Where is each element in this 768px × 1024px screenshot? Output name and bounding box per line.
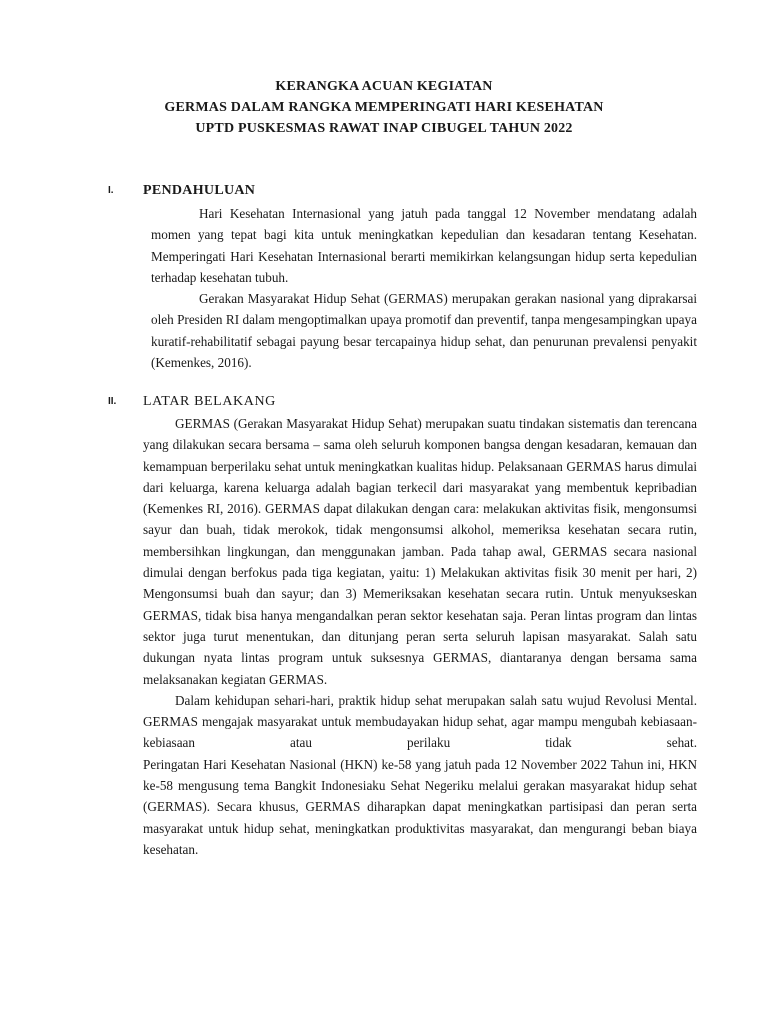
section-title: PENDAHULUAN [143, 183, 256, 198]
paragraph: Gerakan Masyarakat Hidup Sehat (GERMAS) merupakan gerakan nasional yang diprakarsai oleh Presiden RI dalam mengoptimalkan upaya promotif dan preventif, tanpa mengesampingkan upaya kuratif-rehabilitatif sebagai payung besar tercapainya hidup sehat, dan penurunan prevalensi penyakit (Kemenkes, 2016). [151, 291, 697, 371]
paragraph: Peringatan Hari Kesehatan Nasional (HKN) ke-58 yang jatuh pada 12 November 2022 Tahun ini, HKN ke-58 mengusung tema Bangkit Indonesiaku Sehat Negeriku melalui gerakan masyarakat hidup sehat (GERMAS). Secara khusus, GERMAS diharapkan dapat meningkatkan partisipasi dan peran serta masyarakat untuk hidup sehat, meningkatkan produktivitas masyarakat, dan mengurangi beban biaya kesehatan. [143, 756, 697, 857]
section-pendahuluan-body [151, 203, 697, 373]
paragraph: GERMAS (Gerakan Masyarakat Hidup Sehat) merupakan suatu tindakan sistematis dan terencana yang dilakukan secara bersama – sama oleh seluruh komponen bangsa dengan kesadaran, kemauan dan kemampuan berperilaku sehat untuk meningkatkan kualitas hidup. Pelaksanaan GERMAS harus dimulai dari keluarga, karena keluarga adalah bagian terkecil dari masyarakat yang membentuk kepribadian (Kemenkes RI, 2016). GERMAS dapat dilakukan dengan cara: melakukan aktivitas fisik, mengonsumsi sayur dan buah, tidak merokok, tidak mengonsumsi alkohol, memeriksa kesehatan secara rutin, membersihkan lingkungan, dan menggunakan jamban. Pada tahap awal, GERMAS secara nasional dimulai dengan berfokus pada tiga kegiatan, yaitu: 1) Melakukan aktivitas fisik 30 menit per hari, 2) Mengonsumsi buah dan sayur; dan 3) Memeriksakan kesehatan secara rutin. Untuk menyukseskan GERMAS, tidak bisa hanya mengandalkan peran sektor kesehatan saja. Peran lintas program dan lintas sektor juga turut menentukan, dan ditunjang peran serta seluruh lapisan masyarakat. Salah satu dukungan nyata lintas program untuk suksesnya GERMAS, diantaranya dengan bersama sama melaksanakan kegiatan GERMAS. [143, 416, 697, 687]
document-title-line-1: KERANGKA ACUAN KEGIATAN [275, 79, 493, 94]
document-title-line-3: UPTD PUSKESMAS RAWAT INAP CIBUGEL TAHUN 2022 [195, 121, 573, 136]
paragraph: Dalam kehidupan sehari-hari, praktik hidup sehat merupakan salah satu wujud Revolusi Mental. GERMAS mengajak masyarakat untuk membudayakan hidup sehat, agar mampu mengubah kebiasaan-kebiasaan atau perilaku tidak sehat. [143, 692, 697, 751]
section-latar-belakang-body [143, 413, 697, 860]
paragraph: Hari Kesehatan Internasional yang jatuh pada tanggal 12 November mendatang adalah momen yang tepat bagi kita untuk meningkatkan kepedulian dan kesadaran tentang Kesehatan. Memperingati Hari Kesehatan Internasional berarti memikirkan kelangsungan hidup serta kepedulian terhadap kesehatan tubuh. [151, 206, 697, 285]
section-number: II. [108, 396, 117, 407]
section-title: LATAR BELAKANG [143, 394, 276, 409]
section-number: I. [108, 185, 114, 196]
document-title-line-2: GERMAS DALAM RANGKA MEMPERINGATI HARI KESEHATAN [164, 100, 604, 115]
document-title-block [0, 76, 768, 139]
